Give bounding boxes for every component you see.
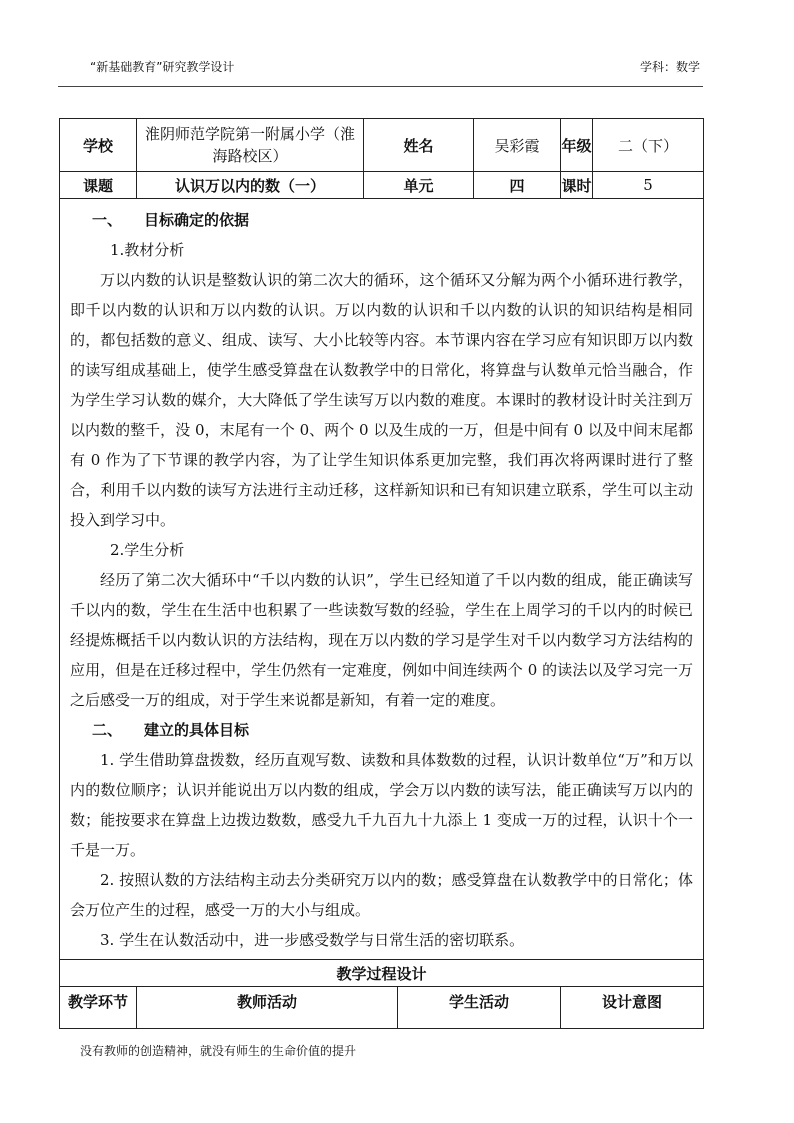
footer-text: 没有教师的创造精神，就没有师生的生命价值的提升	[80, 1044, 357, 1058]
goal-2: 2. 按照认数的方法结构主动去分类研究万以内的数；感受算盘在认数教学中的日常化；体会万位产生的过程，感受一万的大小与组成。	[70, 871, 694, 919]
header-right: 学科：数学	[639, 60, 700, 74]
content-cell	[60, 199, 704, 960]
process-title: 教学过程设计	[60, 960, 704, 987]
grade-label	[561, 119, 593, 172]
topic-value: 认识万以内的数（一）	[137, 172, 364, 199]
info-row-1	[60, 119, 704, 172]
school-value: 淮阴师范学院第一附属小学（淮海路校区）	[137, 119, 364, 172]
name-label: 姓名	[364, 119, 474, 172]
process-header-row	[60, 987, 704, 1029]
subheading-textbook: 1.教材分析	[110, 241, 185, 259]
subheading-students: 2.学生分析	[110, 541, 185, 559]
section-2-title: 建立的具体目标	[144, 721, 250, 739]
goal-3: 3. 学生在认数活动中，进一步感受数学与日常生活的密切联系。	[100, 931, 525, 949]
content-row	[60, 199, 704, 960]
info-row-2	[60, 172, 704, 199]
section-2-heading	[70, 715, 693, 745]
header-rule	[58, 86, 703, 87]
period-value: 5	[593, 172, 704, 199]
goal-1: 1. 学生借助算盘拨数，经历直观写数、读数和具体数数的过程，认识计数单位“万”和万以内的数位顺序；认识并能说出万以内数的组成，学会万以内数的读写法，能正确读写万以内的数；能按要求在算盘上边拨边数数，感受九千九百九十九添上 1 变成一万的过程，认识十个一千是一万。	[70, 751, 694, 859]
section-2-number: 二、	[92, 721, 123, 739]
name-value: 吴彩霞	[474, 119, 561, 172]
section-1-title: 目标确定的依据	[144, 211, 250, 229]
col-teacher-activity: 教师活动	[137, 987, 398, 1029]
section-1-number: 一、	[92, 211, 123, 229]
period-label: 课时	[561, 172, 593, 199]
school-label: 学校	[60, 119, 137, 172]
paragraph-textbook: 万以内数的认识是整数认识的第二次大的循环，这个循环又分解为两个小循环进行教学，即千以内数的认识和万以内数的认识。万以内数的认识和千以内数的认识的知识结构是相同的，都包括数的意义、组成、读写、大小比较等内容。本节课内容在学习应有知识即万以内数的读写组成基础上，使学生感受算盘在认数教学中的日常化，将算盘与认数单元恰当融合，作为学生学习认数的媒介，大大降低了学生读写万以内数的难度。本课时的教材设计时关注到万以内数的整千，没 0，末尾有一个 0、两个 0 以及生成的一万，但是中间有 0 以及中间末尾都有 0 作为了下节课的教学内容，为了让学生知识体系更加完整，我们再次将两课时进行了整合，利用千以内数的读写方法进行主动迁移，这样新知识和已有知识建立联系，学生可以主动投入到学习中。	[70, 271, 694, 529]
header-left: “新基础教育”研究教学设计	[90, 60, 235, 74]
process-title-row	[60, 960, 704, 987]
unit-label: 单元	[364, 172, 474, 199]
col-teaching-stage: 教学环节	[60, 987, 137, 1029]
col-design-intent: 设计意图	[561, 987, 704, 1029]
grade-value: 二（下）	[593, 119, 704, 172]
lesson-plan-table	[59, 118, 704, 1029]
col-student-activity: 学生活动	[398, 987, 561, 1029]
section-1-heading	[70, 205, 693, 235]
paragraph-students: 经历了第二次大循环中“千以内数的认识”，学生已经知道了千以内数的组成，能正确读写千以内的数，学生在生活中也积累了一些读数写数的经验，学生在上周学习的千以内的时候已经提炼概括千以内数认识的方法结构，现在万以内数的学习是学生对千以内数学习方法结构的应用，但是在迁移过程中，学生仍然有一定难度，例如中间连续两个 0 的读法以及学习完一万之后感受一万的组成，对于学生来说都是新知，有着一定的难度。	[70, 571, 694, 709]
grade-label-text: 年级	[561, 136, 592, 155]
topic-label: 课题	[60, 172, 137, 199]
unit-value: 四	[474, 172, 561, 199]
